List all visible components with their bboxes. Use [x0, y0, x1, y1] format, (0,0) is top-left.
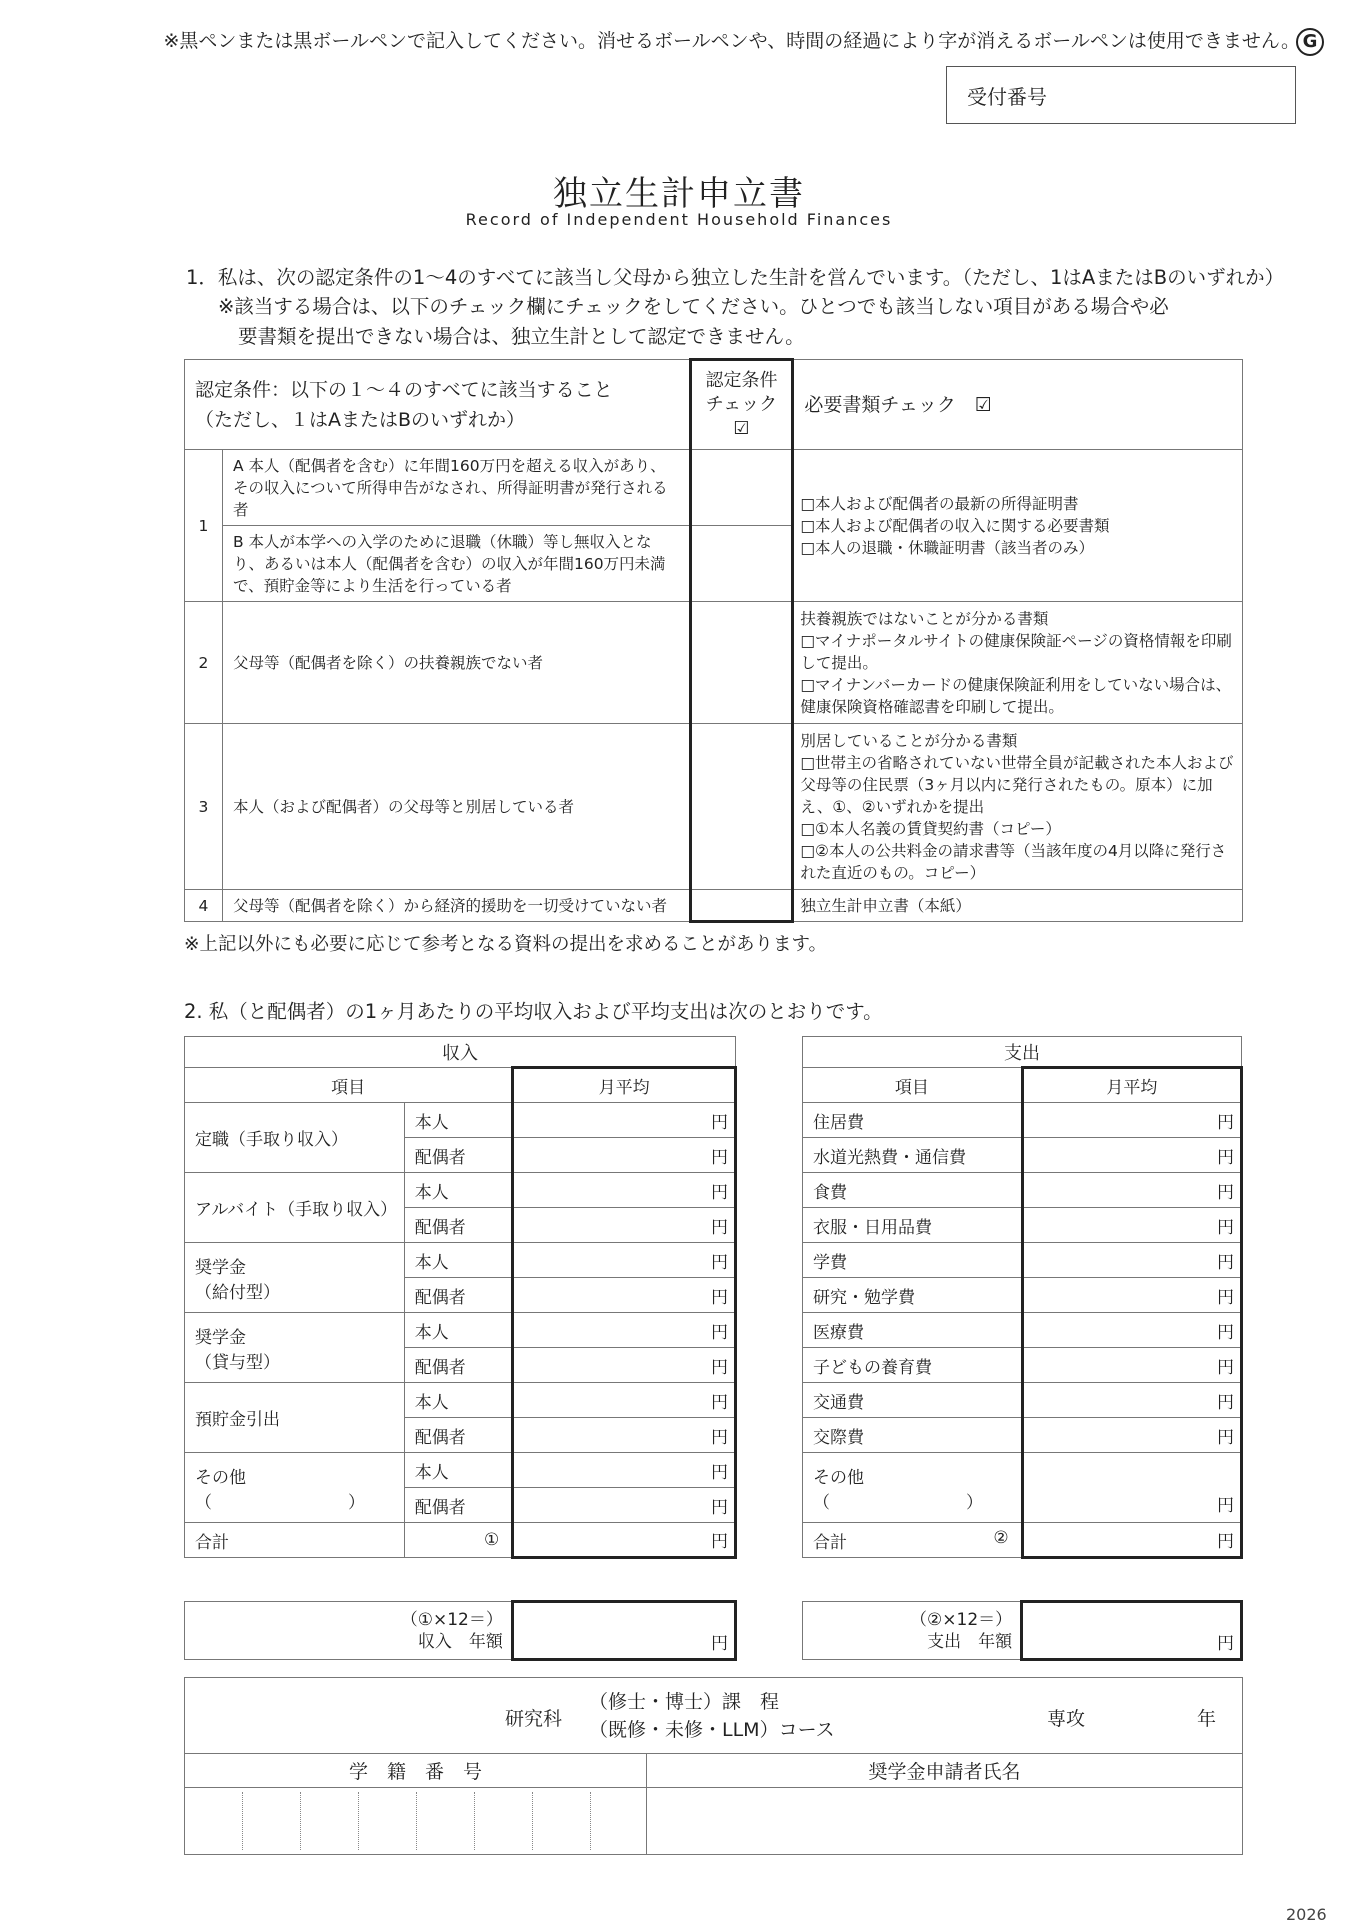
row2-documents: [793, 602, 1243, 724]
receipt-number-box[interactable]: 受付番号: [946, 66, 1296, 124]
row1-doc3[interactable]: □本人の退職・休職証明書（該当者のみ）: [800, 538, 1095, 557]
major-label: 専攻: [1047, 1708, 1086, 1730]
expense-research: 研究・勉学費: [803, 1278, 1023, 1313]
expense-clothing: 衣服・日用品費: [803, 1208, 1023, 1243]
expense-col-avg: 月平均: [1022, 1068, 1241, 1103]
section1-note: [218, 292, 1258, 352]
income-regular-job: 定職（手取り収入）: [185, 1103, 405, 1173]
income-savings-withdrawal: 預貯金引出: [185, 1383, 405, 1453]
digit-box[interactable]: [416, 1792, 474, 1850]
expense-annual-text: 支出 年額: [927, 1631, 1013, 1652]
income-total-label: 合計: [185, 1523, 405, 1558]
expense-amount-field[interactable]: 円: [1022, 1278, 1241, 1313]
g-mark-icon: G: [1296, 28, 1324, 56]
income-spouse-label: 配偶者: [404, 1138, 512, 1173]
page-subtitle: Record of Independent Household Finances: [465, 210, 893, 229]
expense-total-label: [803, 1523, 1023, 1558]
row3-doc1[interactable]: □世帯主の省略されていない世帯全員が記載された本人および父母等の住民票（3ヶ月以内に発行されたもの。原本）に加え、①、②いずれかを提出: [800, 753, 1234, 816]
income-part-time: アルバイト（手取り収入）: [185, 1173, 405, 1243]
course-track-options[interactable]: （既修・未修・LLM）コース: [589, 1719, 835, 1741]
applicant-name-field[interactable]: [647, 1788, 1243, 1855]
expense-total-mark: ②: [993, 1527, 1009, 1548]
expense-annual-table: [802, 1600, 1243, 1661]
row4-number: 4: [185, 890, 223, 922]
section1-statement: 1．私は、次の認定条件の1～4のすべてに該当し父母から独立した生計を営んでいます。（ただし、1はAまたはBのいずれか）: [186, 266, 1285, 289]
conditions-header: [185, 360, 691, 450]
expense-childcare: 子どもの養育費: [803, 1348, 1023, 1383]
income-loan-scholarship: [185, 1313, 405, 1383]
income-total-field[interactable]: 円: [513, 1523, 736, 1558]
conditions-header-line2: （ただし、１はAまたはBのいずれか）: [195, 408, 526, 431]
income-grant-scholarship: [185, 1243, 405, 1313]
row3-check[interactable]: [690, 724, 793, 890]
applicant-name-header: 奨学金申請者氏名: [647, 1754, 1243, 1788]
check-header-line1: 認定条件: [705, 370, 778, 391]
expense-amount-field[interactable]: 円: [1022, 1103, 1241, 1138]
income-amount-field[interactable]: 円: [513, 1243, 736, 1278]
expense-tuition: 学費: [803, 1243, 1023, 1278]
expense-social: 交際費: [803, 1418, 1023, 1453]
row1-documents: [793, 450, 1243, 602]
row3-doc3[interactable]: □②本人の公共料金の請求書等（当該年度の4月以降に発行された直近のもの。コピー）: [800, 841, 1227, 882]
digit-box[interactable]: [474, 1792, 532, 1850]
section1-note-line2: 要書類を提出できない場合は、独立生計として認定できません。: [238, 325, 805, 348]
income-spouse-label: 配偶者: [404, 1488, 512, 1523]
row3-doc-title: 別居していることが分かる書類: [800, 731, 1018, 750]
income-self-label: 本人: [404, 1103, 512, 1138]
income-other-line2[interactable]: （ ）: [195, 1492, 365, 1513]
row1a-condition: A 本人（配偶者を含む）に年間160万円を超える収入があり、その収入について所得申告がなされ、所得証明書が発行される者: [222, 450, 690, 526]
row3-condition: 本人（および配偶者）の父母等と別居している者: [222, 724, 690, 890]
income-annual-table: [184, 1600, 737, 1661]
row1-doc1[interactable]: □本人および配偶者の最新の所得証明書: [800, 494, 1079, 513]
row4-condition: 父母等（配偶者を除く）から経済的援助を一切受けていない者: [222, 890, 690, 922]
row2-condition: 父母等（配偶者を除く）の扶養親族でない者: [222, 602, 690, 724]
row3-documents: [793, 724, 1243, 890]
row1a-check[interactable]: [690, 450, 793, 526]
expense-table: [802, 1036, 1243, 1559]
expense-amount-field[interactable]: 円: [1022, 1243, 1241, 1278]
student-number-field[interactable]: [185, 1788, 647, 1855]
income-amount-field[interactable]: 円: [513, 1453, 736, 1488]
income-annual-field[interactable]: 円: [512, 1602, 735, 1660]
row3-doc2[interactable]: □①本人名義の賃貸契約書（コピー）: [800, 819, 1061, 838]
section1-note-line1: ※該当する場合は、以下のチェック欄にチェックをしてください。ひとつでも該当しない項目がある場合や必: [218, 295, 1169, 318]
grant-scholarship-line1: 奨学金: [195, 1257, 246, 1278]
income-spouse-label: 配偶者: [404, 1418, 512, 1453]
income-col-item: 項目: [185, 1068, 513, 1103]
expense-medical: 医療費: [803, 1313, 1023, 1348]
income-spouse-label: 配偶者: [404, 1348, 512, 1383]
expense-housing: 住居費: [803, 1103, 1023, 1138]
income-self-label: 本人: [404, 1173, 512, 1208]
expense-amount-field[interactable]: 円: [1022, 1418, 1241, 1453]
page-title: 独立生計申立書: [553, 174, 805, 214]
row2-doc1[interactable]: □マイナポータルサイトの健康保険証ページの資格情報を印刷して提出。: [800, 631, 1232, 672]
expense-amount-field[interactable]: 円: [1022, 1348, 1241, 1383]
income-other: [185, 1453, 405, 1523]
income-amount-field[interactable]: 円: [513, 1208, 736, 1243]
expense-amount-field[interactable]: 円: [1022, 1453, 1241, 1523]
income-amount-field[interactable]: 円: [513, 1313, 736, 1348]
expense-other-line1: その他: [813, 1467, 864, 1488]
income-annual-formula: （①×12＝）: [400, 1609, 503, 1630]
income-spouse-label: 配偶者: [404, 1278, 512, 1313]
expense-amount-field[interactable]: 円: [1022, 1208, 1241, 1243]
income-amount-field[interactable]: 円: [513, 1348, 736, 1383]
course-degree-options[interactable]: （修士・博士）課 程: [589, 1691, 780, 1713]
expense-utilities: 水道光熱費・通信費: [803, 1138, 1023, 1173]
pen-notice: ※黒ペンまたは黒ボールペンで記入してください。消せるボールペンや、時間の経過により字が消えるボールペンは使用できません。: [163, 30, 1300, 52]
expense-annual-formula: （②×12＝）: [910, 1609, 1013, 1630]
income-self-label: 本人: [404, 1243, 512, 1278]
row1b-condition: B 本人が本学への入学のために退職（休職）等し無収入となり、あるいは本人（配偶者を含む）の収入が年間160万円未満で、預貯金等により生活を行っている者: [222, 526, 690, 602]
expense-total-text: 合計: [813, 1532, 847, 1553]
income-table: [184, 1036, 737, 1559]
loan-scholarship-line2: （貸与型）: [195, 1352, 280, 1373]
row2-number: 2: [185, 602, 223, 724]
expense-total-field[interactable]: 円: [1022, 1523, 1241, 1558]
student-number-digits: [185, 1792, 646, 1850]
digit-box[interactable]: [590, 1792, 646, 1850]
row2-check[interactable]: [690, 602, 793, 724]
conditions-table: [184, 358, 1243, 923]
expense-annual-field[interactable]: 円: [1022, 1602, 1242, 1660]
income-amount-field[interactable]: 円: [513, 1103, 736, 1138]
digit-box[interactable]: [185, 1792, 242, 1850]
income-amount-field[interactable]: 円: [513, 1488, 736, 1523]
student-info-table: [184, 1677, 1243, 1855]
digit-box[interactable]: [532, 1792, 590, 1850]
income-amount-field[interactable]: 円: [513, 1173, 736, 1208]
income-annual-text: 収入 年額: [417, 1631, 503, 1652]
income-total-mark: ①: [404, 1523, 512, 1558]
expense-amount-field[interactable]: 円: [1022, 1173, 1241, 1208]
expense-amount-field[interactable]: 円: [1022, 1313, 1241, 1348]
docs-header: 必要書類チェック ☑: [793, 360, 1243, 450]
row4-documents: 独立生計申立書（本紙）: [793, 890, 1243, 922]
section2-statement: 2. 私（と配偶者）の1ヶ月あたりの平均収入および平均支出は次のとおりです。: [184, 1000, 883, 1023]
income-self-label: 本人: [404, 1453, 512, 1488]
income-caption: 収入: [185, 1037, 736, 1068]
conditions-header-line1: 認定条件：以下の１～４のすべてに該当すること: [195, 378, 613, 401]
digit-box[interactable]: [300, 1792, 358, 1850]
income-other-line1: その他: [195, 1467, 246, 1488]
expense-caption: 支出: [803, 1037, 1242, 1068]
year-label: 年: [1197, 1708, 1217, 1730]
form-year: 2026: [1286, 1905, 1327, 1924]
course-options: [589, 1688, 835, 1744]
grant-scholarship-line2: （給付型）: [195, 1282, 280, 1303]
row2-doc2[interactable]: □マイナンバーカードの健康保険証利用をしていない場合は、健康保険資格確認書を印刷して提出。: [800, 675, 1232, 716]
loan-scholarship-line1: 奨学金: [195, 1327, 246, 1348]
income-spouse-label: 配偶者: [404, 1208, 512, 1243]
additional-docs-note: ※上記以外にも必要に応じて参考となる資料の提出を求めることがあります。: [184, 934, 828, 955]
student-number-header: 学 籍 番 号: [185, 1754, 647, 1788]
expense-annual-label: [803, 1602, 1022, 1660]
expense-amount-field[interactable]: 円: [1022, 1138, 1241, 1173]
row2-doc-title: 扶養親族ではないことが分かる書類: [800, 609, 1049, 628]
row1-doc2[interactable]: □本人および配偶者の収入に関する必要書類: [800, 516, 1110, 535]
expense-col-item: 項目: [803, 1068, 1023, 1103]
digit-box[interactable]: [242, 1792, 300, 1850]
expense-transport: 交通費: [803, 1383, 1023, 1418]
row1b-check[interactable]: [690, 526, 793, 602]
income-amount-field[interactable]: 円: [513, 1418, 736, 1453]
expense-other: [803, 1453, 1023, 1523]
row3-number: 3: [185, 724, 223, 890]
checkbox-icon: ☑: [733, 418, 750, 439]
income-self-label: 本人: [404, 1313, 512, 1348]
expense-amount-field[interactable]: 円: [1022, 1383, 1241, 1418]
income-self-label: 本人: [404, 1383, 512, 1418]
expense-food: 食費: [803, 1173, 1023, 1208]
course-row[interactable]: [185, 1678, 1243, 1754]
income-annual-label: [185, 1602, 513, 1660]
check-column-header: [690, 360, 793, 450]
graduate-school-label: 研究科: [505, 1708, 563, 1730]
income-amount-field[interactable]: 円: [513, 1138, 736, 1173]
row4-check[interactable]: [690, 890, 793, 922]
income-amount-field[interactable]: 円: [513, 1383, 736, 1418]
income-col-avg: 月平均: [513, 1068, 736, 1103]
row1-number: 1: [185, 450, 223, 602]
check-header-line2: チェック: [705, 394, 778, 415]
expense-other-line2[interactable]: （ ）: [813, 1492, 983, 1513]
digit-box[interactable]: [358, 1792, 416, 1850]
income-amount-field[interactable]: 円: [513, 1278, 736, 1313]
